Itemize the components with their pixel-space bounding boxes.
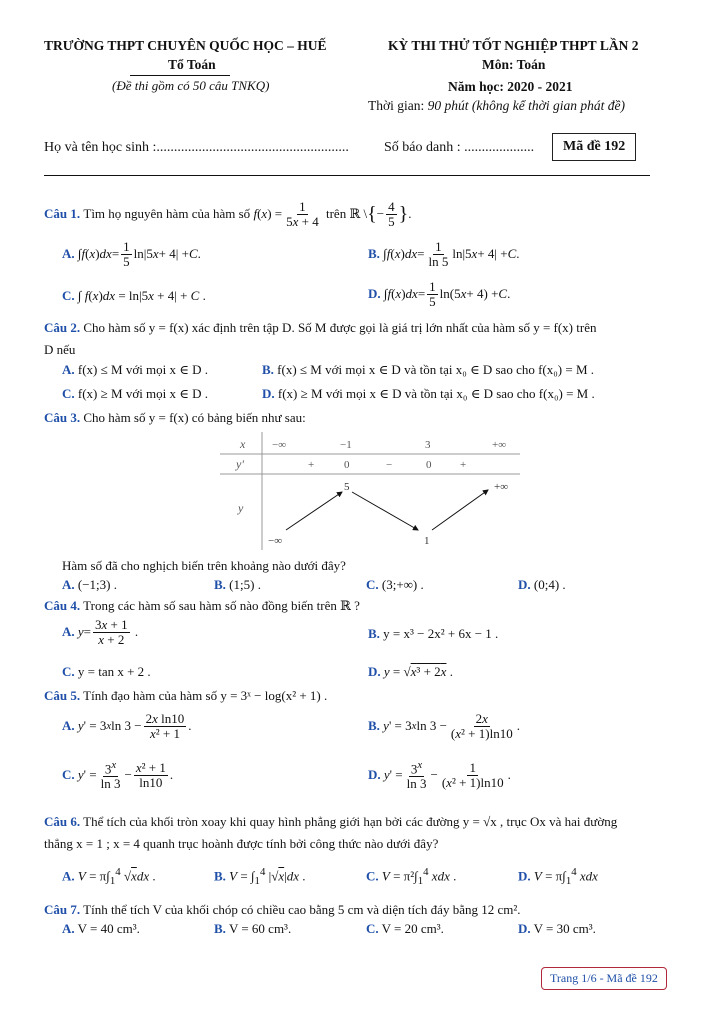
q6-d-label: D. xyxy=(518,868,531,884)
time-value: 90 phút (không kể thời gian phát đề) xyxy=(427,98,625,113)
tbl-x-1: −1 xyxy=(340,439,352,451)
q1-label: Câu 1. xyxy=(44,206,81,222)
q6-a-label: A. xyxy=(62,868,75,884)
q3-option-d[interactable] xyxy=(518,577,566,593)
q1-c-label: C. xyxy=(62,288,75,303)
q1-b-label: B. xyxy=(368,246,380,262)
q3-text: Cho hàm số y = f(x) có bảng biến như sau: xyxy=(83,410,306,425)
question-5 xyxy=(44,688,327,704)
q2-d-text: f(x) ≥ M với mọi x ∈ D và tồn tại x₀ ∈ D sao cho f(x₀) = M . xyxy=(277,386,595,401)
q7-option-b[interactable] xyxy=(214,921,291,937)
q6-text: Thể tích của khối tròn xoay khi quay hình phẳng giới hạn bởi các đường y = √x , trục Ox và hai đường xyxy=(83,814,618,829)
q3-c-label: C. xyxy=(366,577,379,592)
department: Tổ Toán xyxy=(168,57,216,72)
q3-option-b[interactable] xyxy=(214,577,261,593)
page-footer: Trang 1/6 - Mã đề 192 xyxy=(541,967,667,990)
q4-option-d[interactable]: D. y = √x³ + 2x . xyxy=(368,664,453,679)
q3-question: Hàm số đã cho nghịch biến trên khoảng nào dưới đây? xyxy=(62,558,346,573)
exam-title: KỲ THI THỬ TỐT NGHIỆP THPT LẦN 2 xyxy=(388,38,639,53)
tbl-dy-label: y' xyxy=(236,457,244,471)
tbl-x-2: 3 xyxy=(425,439,431,451)
q6-label: Câu 6. xyxy=(44,814,81,829)
tbl-y-top-0: 5 xyxy=(344,481,350,493)
q4-label: Câu 4. xyxy=(44,598,81,613)
q5-b-label: B. xyxy=(368,718,380,734)
q7-a-text: V = 40 cm³. xyxy=(77,921,140,936)
question-7 xyxy=(44,902,521,918)
student-id-field[interactable]: Số báo danh : .................... xyxy=(384,140,535,155)
q1-option-c[interactable]: C. ∫ f(x)dx = ln|5x + 4| + C . xyxy=(62,288,206,303)
tbl-y-label: y xyxy=(238,501,244,515)
q4-b-text: y = x³ − 2x² + 6x − 1 . xyxy=(383,626,499,641)
q4-option-a[interactable]: A. y = $\frac{3x + 1}{x + 2}$ . xyxy=(62,617,139,647)
tbl-sign-0: + xyxy=(308,459,315,471)
q4-option-b[interactable] xyxy=(368,626,498,642)
tbl-x-3: +∞ xyxy=(492,439,507,451)
q3-option-a[interactable] xyxy=(62,577,117,593)
question-3 xyxy=(44,410,306,426)
q5-a-label: A. xyxy=(62,718,75,734)
tbl-sign-3: 0 xyxy=(426,459,432,471)
tbl-sign-1: 0 xyxy=(344,459,350,471)
q2-b-label: B. xyxy=(262,362,274,377)
q2-a-text: f(x) ≤ M với mọi x ∈ D . xyxy=(77,362,209,377)
tbl-x-label: x xyxy=(240,437,246,451)
q6-b-label: B. xyxy=(214,868,226,884)
q7-option-a[interactable] xyxy=(62,921,140,937)
arrow-down xyxy=(352,492,418,530)
tbl-y-bottom-1: 1 xyxy=(424,535,430,547)
q4-c-text: y = tan x + 2 . xyxy=(77,664,151,679)
q2-option-d[interactable] xyxy=(262,386,595,402)
q6-c-label: C. xyxy=(366,868,379,884)
dept-underline xyxy=(130,75,230,76)
q4-c-label: C. xyxy=(62,664,75,679)
arrow-up-2 xyxy=(432,490,488,530)
q7-d-text: V = 30 cm³. xyxy=(533,921,596,936)
q5-option-d[interactable]: D. y ' = $\frac{3^x}{\ln 3}$ − $\frac{1}{\text{(x² + 1)ln10}}$ . xyxy=(368,759,511,791)
header-divider xyxy=(44,175,650,176)
tbl-sign-2: − xyxy=(386,459,393,471)
arrow-up-1 xyxy=(286,492,342,530)
q6-option-d[interactable]: D. $V = \pi\int_1^4$ xdx xyxy=(518,866,598,887)
tbl-sign-4: + xyxy=(460,459,467,471)
q6-option-c[interactable]: C. $V = \pi^2\int_1^4$ xdx . xyxy=(366,866,457,887)
q2-option-c[interactable] xyxy=(62,386,208,402)
q4-text: Trong các hàm số sau hàm số nào đồng biến trên ℝ ? xyxy=(83,598,360,613)
q1-option-b[interactable]: B. ∫ f ( x ) dx = $\frac{1}{\ln 5}$ ln|5 x + 4| + C . xyxy=(368,239,520,269)
q6-text-2: thẳng x = 1 ; x = 4 quanh trục hoành được tính bởi công thức nào dưới đây? xyxy=(44,836,439,851)
q7-option-c[interactable] xyxy=(366,921,444,937)
variation-table xyxy=(220,432,520,550)
subject: Môn: Toán xyxy=(482,57,546,72)
q2-option-a[interactable] xyxy=(62,362,208,378)
q2-label: Câu 2. xyxy=(44,320,81,335)
q5-option-c[interactable]: C. y ' = $\frac{3^x}{\ln 3}$ − $\frac{\text{x² + 1}}{\ln 10}$ . xyxy=(62,759,174,791)
q3-a-text: (−1;3) . xyxy=(77,577,117,592)
school-year: Năm học: 2020 - 2021 xyxy=(448,79,573,94)
q5-d-label: D. xyxy=(368,767,381,783)
tbl-x-0: −∞ xyxy=(272,439,287,451)
q1-option-d[interactable]: D. ∫ f ( x ) dx = $\frac{1}{5}$ ln(5 x + 4) + C . xyxy=(368,279,511,309)
q3-d-label: D. xyxy=(518,577,531,592)
question-6 xyxy=(44,814,694,830)
q5-text: Tính đạo hàm của hàm số y = 3ˣ − log(x² + 1) . xyxy=(83,688,328,703)
q7-d-label: D. xyxy=(518,921,531,936)
exam-note: (Đề thi gồm có 50 câu TNKQ) xyxy=(112,78,270,93)
exam-time xyxy=(368,98,625,114)
school-name: TRƯỜNG THPT CHUYÊN QUỐC HỌC – HUẾ xyxy=(44,38,327,53)
q6-option-a[interactable]: A. $V = \pi\int_1^4$ √xdx . xyxy=(62,866,156,887)
q7-c-text: V = 20 cm³. xyxy=(381,921,444,936)
q7-option-d[interactable] xyxy=(518,921,596,937)
tbl-y-bottom-0: −∞ xyxy=(268,535,283,547)
q1-text: Tìm họ nguyên hàm của hàm số xyxy=(83,206,251,222)
question-2 xyxy=(44,320,694,336)
q3-label: Câu 3. xyxy=(44,410,81,425)
q2-c-label: C. xyxy=(62,386,75,401)
q4-d-label: D. xyxy=(368,664,381,679)
q7-b-label: B. xyxy=(214,921,226,936)
q1-option-a[interactable]: A. ∫ f ( x ) dx = $\frac{1}{5}$ ln|5 x + 4| + C . xyxy=(62,239,201,269)
q4-a-label: A. xyxy=(62,624,75,640)
q5-c-label: C. xyxy=(62,767,75,783)
q7-a-label: A. xyxy=(62,921,75,936)
q3-a-label: A. xyxy=(62,577,75,592)
q1-d-label: D. xyxy=(368,286,381,302)
q1-on: trên xyxy=(325,206,347,222)
q3-d-text: (0;4) . xyxy=(533,577,566,592)
q2-a-label: A. xyxy=(62,362,75,377)
q3-c-text: (3;+∞) . xyxy=(381,577,424,592)
q6-option-b[interactable]: B. $V = \int_1^4$ |√x|dx . xyxy=(214,866,306,887)
q1-a-label: A. xyxy=(62,246,75,262)
q2-option-b[interactable] xyxy=(262,362,594,378)
q4-b-label: B. xyxy=(368,626,380,641)
q5-label: Câu 5. xyxy=(44,688,81,703)
question-4 xyxy=(44,598,360,614)
exam-code-box: Mã đề 192 xyxy=(552,133,636,161)
time-label: Thời gian: xyxy=(368,98,425,113)
q7-text: Tính thể tích V của khối chóp có chiều cao bằng 5 cm và diện tích đáy bằng 12 cm². xyxy=(83,902,521,917)
q7-b-text: V = 60 cm³. xyxy=(228,921,292,936)
q3-b-label: B. xyxy=(214,577,226,592)
q4-option-c[interactable] xyxy=(62,664,151,680)
q2-text: Cho hàm số y = f(x) xác định trên tập D. Số M được gọi là giá trị lớn nhất của hàm số y = f(x) trên xyxy=(83,320,597,335)
student-name-field[interactable]: Họ và tên học sinh :....................................................... xyxy=(44,140,349,155)
q5-option-b[interactable]: B. y ' = 3 x ln 3 − $\frac{2x}{\text{(x² + 1)ln10}}$ . xyxy=(368,711,520,741)
q2-d-label: D. xyxy=(262,386,275,401)
q5-option-a[interactable]: A. y ' = 3 x ln 3 − $\frac{\text{2x ln10}}{\text{x² + 1}}$ . xyxy=(62,711,192,741)
q7-c-label: C. xyxy=(366,921,379,936)
q3-option-c[interactable] xyxy=(366,577,424,593)
question-1: Câu 1. Tìm họ nguyên hàm của hàm số f ( x ) = $\frac{1}{5x + 4}$ trên ℝ \ { − $\frac{4}{5}$ } . xyxy=(44,199,412,229)
q2-text-2: D nếu xyxy=(44,342,76,357)
q2-c-text: f(x) ≥ M với mọi x ∈ D . xyxy=(77,386,209,401)
tbl-y-top-1: +∞ xyxy=(494,481,509,493)
q7-label: Câu 7. xyxy=(44,902,81,917)
q2-b-text: f(x) ≤ M với mọi x ∈ D và tồn tại x₀ ∈ D sao cho f(x₀) = M . xyxy=(277,362,595,377)
q3-b-text: (1;5) . xyxy=(229,577,261,592)
